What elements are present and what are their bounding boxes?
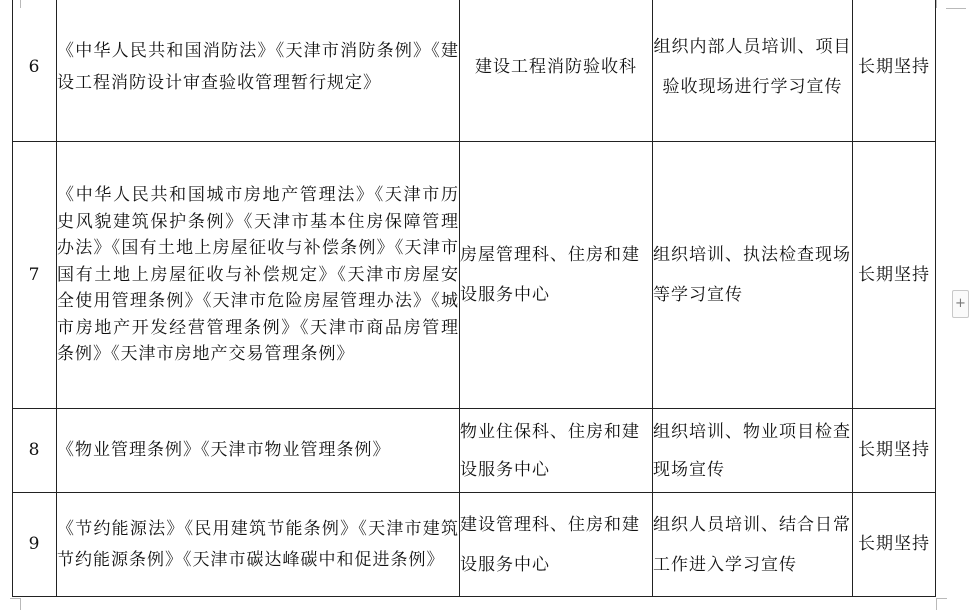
table-row xyxy=(13,409,936,493)
row-number: 9 xyxy=(13,493,57,597)
time-cell: 长期坚持 xyxy=(853,493,936,597)
department-cell: 建设工程消防验收科 xyxy=(460,0,653,142)
row-number: 7 xyxy=(13,142,57,409)
department-cell: 建设管理科、住房和建设服务中心 xyxy=(460,493,653,597)
law-list-cell xyxy=(57,142,460,409)
table-row xyxy=(13,493,936,597)
department-cell: 房屋管理科、住房和建设服务中心 xyxy=(460,142,653,409)
table-add-row-button[interactable]: + xyxy=(952,290,969,318)
method-cell: 组织人员培训、结合日常工作进入学习宣传 xyxy=(653,493,853,597)
page-corner-mark-top-right xyxy=(936,0,947,8)
time-cell: 长期坚持 xyxy=(853,0,936,142)
law-list-cell: 《物业管理条例》《天津市物业管理条例》 xyxy=(57,409,460,493)
law-list-cell xyxy=(57,493,460,597)
law-list-text: 《中华人民共和国城市房地产管理法》《天津市历史风貌建筑保护条例》《天津市基本住房保障管理办法》《国有土地上房屋征收与补偿条例》《天津市国有土地上房屋征收与补偿规定》《天津市房屋安全使用管理条例》《天津市危险房屋管理办法》《城市房地产开发经营管理条例》《天津市商品房管理条例》《天津市房地产交易管理条例》 xyxy=(57,185,459,365)
method-cell: 组织培训、物业项目检查现场宣传 xyxy=(653,409,853,493)
law-list-text: 《中华人民共和国消防法》《天津市消防条例》《建设工程消防设计审查验收管理暂行规定》 xyxy=(57,41,459,93)
page-corner-mark-bottom-right xyxy=(936,598,947,610)
page-corner-mark-bottom-left xyxy=(10,598,21,610)
law-list-cell xyxy=(57,0,460,142)
method-cell: 组织培训、执法检查现场等学习宣传 xyxy=(653,142,853,409)
law-list-text: 《节约能源法》《民用建筑节能条例》《天津市建筑节约能源条例》《天津市碳达峰碳中和促进条例》 xyxy=(57,518,459,570)
page-corner-mark-top-right-tick xyxy=(946,8,966,9)
row-number: 8 xyxy=(13,409,57,493)
regulation-table xyxy=(12,0,936,597)
time-cell: 长期坚持 xyxy=(853,142,936,409)
row-number: 6 xyxy=(13,0,57,142)
time-cell: 长期坚持 xyxy=(853,409,936,493)
method-cell: 组织内部人员培训、项目验收现场进行学习宣传 xyxy=(653,0,853,142)
table-row xyxy=(13,0,936,142)
department-cell: 物业住保科、住房和建设服务中心 xyxy=(460,409,653,493)
table-row xyxy=(13,142,936,409)
